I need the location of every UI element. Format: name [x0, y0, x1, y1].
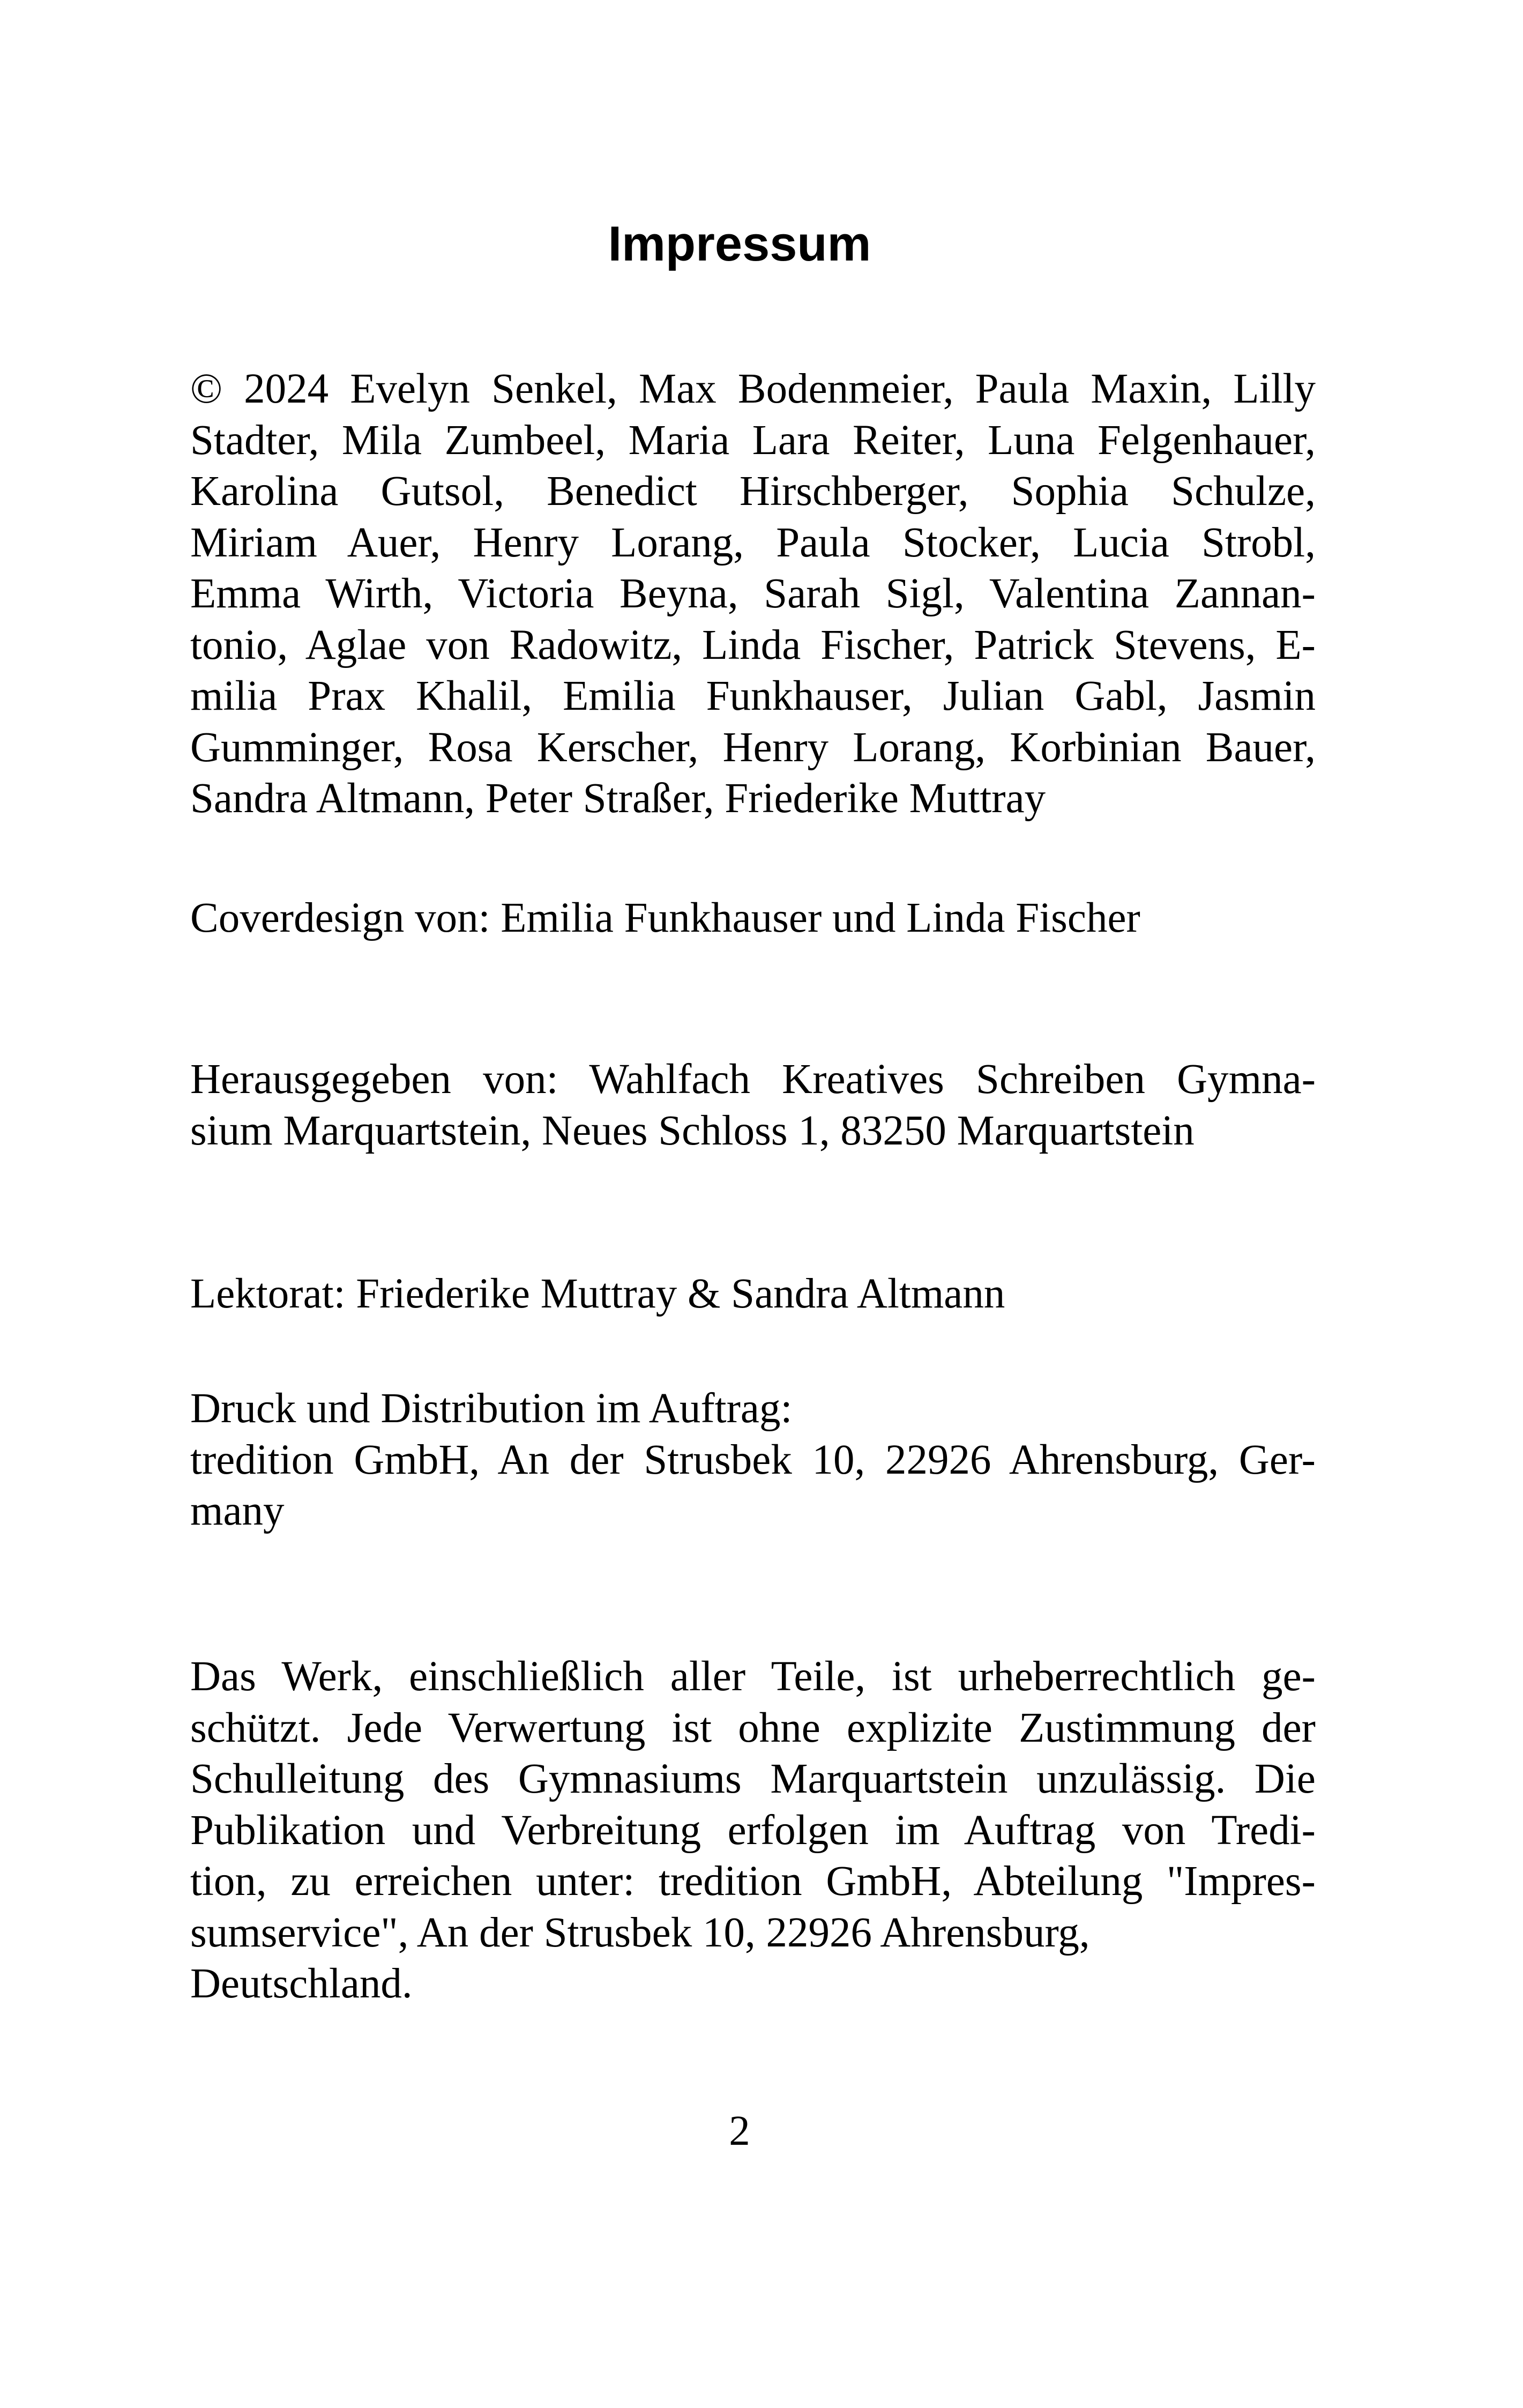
- coverdesign-credit: [190, 893, 1316, 944]
- coverdesign-line: Coverdesign von: Emilia Funkhauser und Linda Fischer: [190, 895, 1140, 941]
- authors-line: Stadter, Mila Zumbeel, Maria Lara Reiter, Luna Felgenhauer,: [190, 417, 1316, 464]
- print-distribution-paragraph: [190, 1383, 1316, 1537]
- rights-line: tion, zu erreichen unter: tredition GmbH, Abteilung "Impres-: [190, 1858, 1316, 1905]
- lektorat-line: Lektorat: Friederike Muttray & Sandra Altmann: [190, 1270, 1005, 1317]
- rights-line: Publikation und Verbreitung erfolgen im Auftrag von Tredi-: [190, 1807, 1316, 1854]
- authors-line: Karolina Gutsol, Benedict Hirschberger, Sophia Schulze,: [190, 468, 1316, 515]
- authors-copyright-paragraph: [190, 363, 1316, 824]
- authors-line: Gumminger, Rosa Kerscher, Henry Lorang, Korbinian Bauer,: [190, 724, 1316, 771]
- page-number: 2: [729, 2108, 750, 2154]
- page-title: Impressum: [608, 217, 871, 271]
- rights-line: Das Werk, einschließlich aller Teile, ist urheberrechtlich ge-: [190, 1653, 1316, 1700]
- publisher-line: Herausgegeben von: Wahlfach Kreatives Schreiben Gymna-: [190, 1056, 1316, 1103]
- authors-line: Emma Wirth, Victoria Beyna, Sarah Sigl, Valentina Zannan-: [190, 570, 1316, 617]
- authors-line: © 2024 Evelyn Senkel, Max Bodenmeier, Paula Maxin, Lilly: [190, 366, 1316, 412]
- rights-line: Schulleitung des Gymnasiums Marquartstein unzulässig. Die: [190, 1756, 1316, 1802]
- authors-line: Sandra Altmann, Peter Straßer, Friederike Muttray: [190, 775, 1046, 822]
- rights-line: sumservice", An der Strusbek 10, 22926 Ahrensburg,: [190, 1909, 1090, 1956]
- rights-line: schützt. Jede Verwertung ist ohne explizite Zustimmung der: [190, 1704, 1316, 1751]
- publisher-line: sium Marquartstein, Neues Schloss 1, 83250 Marquartstein: [190, 1107, 1194, 1154]
- publisher-paragraph: [190, 1054, 1316, 1156]
- druck-line: tredition GmbH, An der Strusbek 10, 22926 Ahrensburg, Ger-: [190, 1436, 1316, 1483]
- druck-line: many: [190, 1488, 285, 1534]
- lektorat-credit: [190, 1268, 1316, 1320]
- authors-line: tonio, Aglae von Radowitz, Linda Fischer, Patrick Stevens, E-: [190, 621, 1316, 668]
- druck-line: Druck und Distribution im Auftrag:: [190, 1385, 793, 1432]
- copyright-notice-paragraph: [190, 1651, 1316, 2010]
- rights-line: Deutschland.: [190, 1960, 413, 2007]
- authors-line: Miriam Auer, Henry Lorang, Paula Stocker, Lucia Strobl,: [190, 519, 1316, 566]
- authors-line: milia Prax Khalil, Emilia Funkhauser, Julian Gabl, Jasmin: [190, 673, 1316, 719]
